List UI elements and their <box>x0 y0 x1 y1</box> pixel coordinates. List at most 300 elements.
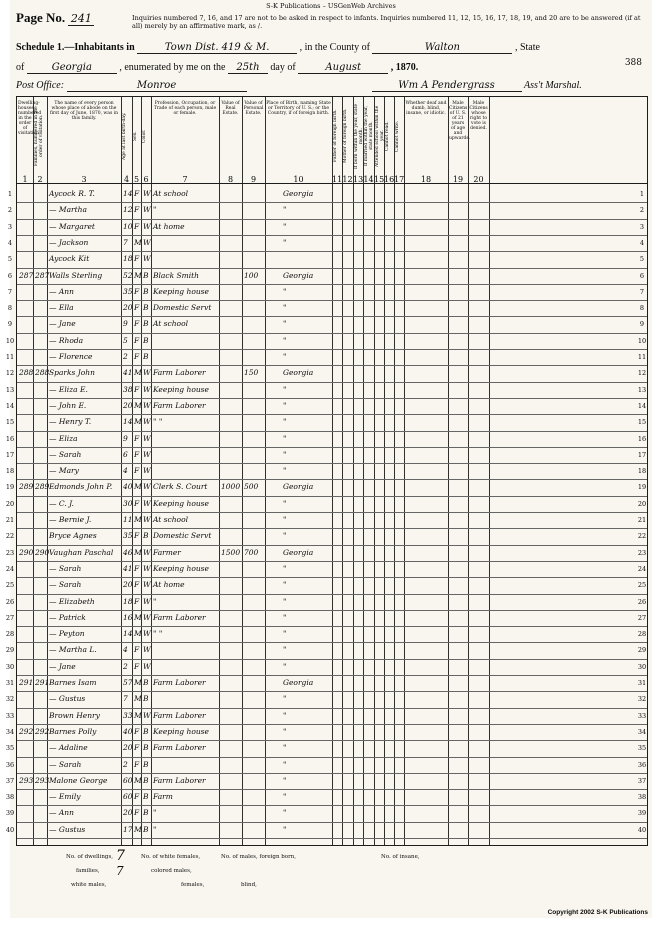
column-header-15: Attended school within the year. <box>375 105 385 167</box>
cell-name: — Emily <box>49 792 81 802</box>
colored-males-label: colored males, <box>151 868 192 874</box>
cell-birth: " <box>283 629 287 639</box>
cell-color: W <box>143 612 151 622</box>
cell-age: 10 <box>123 221 133 231</box>
cell-birth: " <box>283 237 287 247</box>
line-number-right: 37 <box>637 776 647 785</box>
line-number-left: 27 <box>5 613 15 622</box>
row-divider <box>17 300 647 301</box>
cell-age: 2 <box>123 661 128 671</box>
cell-occ: Farm Laborer <box>153 743 206 753</box>
line-number-right: 11 <box>637 353 647 361</box>
cell-fam: 287 <box>35 270 50 280</box>
column-number: 3 <box>81 175 87 184</box>
cell-sex: F <box>134 808 140 818</box>
cell-age: 7 <box>123 694 128 704</box>
row-divider <box>17 805 647 806</box>
cell-dw: 287 <box>19 270 34 280</box>
line-number-right: 23 <box>637 548 647 557</box>
cell-color: B <box>143 792 149 802</box>
line-number-right: 14 <box>637 401 647 410</box>
column-divider <box>468 97 469 845</box>
cell-color: W <box>143 710 151 720</box>
cell-occ: Farm Laborer <box>153 368 206 378</box>
line-number-left: 15 <box>5 418 15 427</box>
line-number-left: 7 <box>7 287 13 296</box>
cell-age: 4 <box>123 645 128 655</box>
row-divider <box>17 284 647 285</box>
line-number-left: 13 <box>5 385 15 394</box>
cell-age: 9 <box>123 319 128 329</box>
cell-age: 41 <box>123 368 133 378</box>
cell-sex: F <box>134 531 140 541</box>
line-number-right: 10 <box>637 336 647 345</box>
cell-sex: M <box>134 400 142 410</box>
row-divider <box>17 382 647 383</box>
cell-sex: F <box>134 743 140 753</box>
cell-color: W <box>143 580 151 590</box>
cell-occ: At home <box>153 221 185 231</box>
line-number-right: 5 <box>639 255 645 264</box>
line-number-left: 4 <box>7 238 13 247</box>
county-label: , in the County of <box>299 42 370 53</box>
cell-age: 57 <box>123 678 133 687</box>
line-number-right: 22 <box>637 532 647 541</box>
cell-occ: Keeping house <box>153 498 209 508</box>
column-header-20: Male Citizens whose right to vote is denied. <box>469 101 488 131</box>
cell-birth: " <box>283 694 287 704</box>
line-number-right: 28 <box>637 630 647 639</box>
cell-sex: M <box>134 482 142 492</box>
cell-birth: " <box>283 775 287 785</box>
column-header-9: Value of Personal Estate. <box>243 101 264 116</box>
cell-name: Barnes Isam <box>49 678 97 687</box>
cell-name: Barnes Polly <box>49 726 97 736</box>
cell-pers: 700 <box>244 547 259 557</box>
cell-age: 38 <box>123 384 133 394</box>
cell-birth: " <box>283 205 287 215</box>
blind-label: blind, <box>241 882 257 888</box>
cell-real: 1000 <box>221 482 241 492</box>
cell-real: 1500 <box>221 547 241 557</box>
cell-birth: " <box>283 563 287 573</box>
cell-sex: M <box>134 237 142 247</box>
line-number-right: 12 <box>637 369 647 378</box>
line-number-right: 21 <box>637 516 647 524</box>
line-number-left: 33 <box>5 711 15 720</box>
cell-fam: 291 <box>35 678 50 687</box>
cell-birth: " <box>283 612 287 622</box>
row-divider <box>17 414 647 415</box>
line-number-left: 1 <box>7 190 13 198</box>
cell-fam: 292 <box>35 726 50 736</box>
families-value: 7 <box>116 864 124 878</box>
cell-birth: " <box>283 792 287 802</box>
cell-sex: F <box>134 286 140 296</box>
schedule-label: Schedule 1.—Inhabitants in <box>16 42 135 53</box>
cell-name: — Peyton <box>49 629 85 639</box>
cell-name: — Ann <box>49 286 74 296</box>
row-divider <box>17 708 647 709</box>
row-divider <box>17 773 647 774</box>
cell-occ: Keeping house <box>153 384 209 394</box>
district-field: Town Dist. 419 & M. <box>137 42 297 54</box>
line-number-left: 24 <box>5 564 15 573</box>
line-number-right: 6 <box>639 271 645 280</box>
column-divider <box>374 97 375 845</box>
line-number-left: 14 <box>5 401 15 410</box>
cell-color: B <box>143 335 149 345</box>
line-number-right: 9 <box>639 320 645 329</box>
cell-age: 18 <box>123 254 133 264</box>
cell-occ: Farmer <box>153 547 181 557</box>
cell-occ: Black Smith <box>153 270 200 280</box>
column-header-11: Father of foreign birth. <box>333 109 338 163</box>
cell-age: 17 <box>123 824 133 834</box>
line-number-left: 38 <box>5 793 15 802</box>
line-number-left: 22 <box>5 532 15 541</box>
cell-birth: " <box>283 319 287 329</box>
row-divider <box>17 822 647 823</box>
cell-sex: M <box>134 678 142 687</box>
line-number-right: 40 <box>637 825 647 834</box>
cell-sex: F <box>134 303 140 313</box>
cell-age: 14 <box>123 417 133 427</box>
cell-age: 46 <box>123 547 133 557</box>
cell-pers: 100 <box>244 270 259 280</box>
row-divider <box>17 365 647 366</box>
column-number: 13 <box>353 175 364 184</box>
row-divider <box>17 316 647 317</box>
cell-age: 18 <box>123 596 133 606</box>
column-divider <box>219 97 220 845</box>
row-divider <box>17 219 647 220</box>
cell-name: — C. J. <box>49 498 74 508</box>
cell-birth: Georgia <box>283 482 314 492</box>
cell-birth: " <box>283 466 287 476</box>
column-number: 10 <box>293 175 304 184</box>
row-divider <box>17 838 647 839</box>
line-number-left: 36 <box>5 760 15 769</box>
column-header-8: Value of Real Estate. <box>221 101 240 116</box>
cell-birth: " <box>283 303 287 313</box>
cell-name: — Elizabeth <box>49 596 95 606</box>
row-divider <box>17 626 647 627</box>
line-number-left: 39 <box>5 809 15 818</box>
cell-age: 35 <box>123 286 133 296</box>
line-number-left: 17 <box>5 450 15 459</box>
column-header-1: Dwelling-houses, numbered in the order of visitation. <box>18 101 42 136</box>
cell-fam: 289 <box>35 482 50 492</box>
column-number: 11 <box>332 175 343 184</box>
page-number-label: Page No. <box>16 10 66 25</box>
cell-age: 20 <box>123 580 133 590</box>
cell-birth: " <box>283 596 287 606</box>
cell-birth: " <box>283 352 287 361</box>
row-divider <box>17 268 647 269</box>
cell-color: W <box>143 384 151 394</box>
cell-age: 20 <box>123 743 133 753</box>
summary-footer <box>16 848 648 904</box>
page-number-value: 241 <box>68 12 94 26</box>
column-divider <box>489 97 490 845</box>
cell-sex: F <box>134 254 140 264</box>
cell-color: W <box>143 205 151 215</box>
line-number-left: 18 <box>5 467 15 476</box>
cell-birth: " <box>283 417 287 427</box>
cell-dw: 288 <box>19 368 34 378</box>
line-number-left: 37 <box>5 776 15 785</box>
cell-birth: " <box>283 743 287 753</box>
cell-color: W <box>143 237 151 247</box>
cell-age: 14 <box>123 629 133 639</box>
cell-age: 41 <box>123 563 133 573</box>
row-divider <box>17 235 647 236</box>
cell-name: — Martha <box>49 205 87 215</box>
cell-sex: F <box>134 205 140 215</box>
cell-fam: 288 <box>35 368 50 378</box>
cell-name: Sparks John <box>49 368 95 378</box>
inquiries-note: Inquiries numbered 7, 16, and 17 are not to be asked in respect to infants. Inquiries numbered 11, 12, 15, 16, 17, 18, 19, and 20 are to be answered (if at all) merely by an affirmative mark, as /. <box>132 14 641 30</box>
line-number-right: 32 <box>637 695 647 704</box>
page-number <box>16 10 94 26</box>
cell-color: W <box>143 482 151 492</box>
cell-birth: " <box>283 824 287 834</box>
cell-sex: M <box>134 270 142 280</box>
census-table <box>5 96 648 846</box>
column-header-4: Age at last birth-day. <box>122 112 127 160</box>
line-number-right: 25 <box>637 581 647 590</box>
cell-occ: Farm Laborer <box>153 775 206 785</box>
cell-age: 52 <box>123 270 133 280</box>
cell-occ: " <box>153 808 157 818</box>
cell-occ: Farm Laborer <box>153 612 206 622</box>
cell-color: B <box>143 531 149 541</box>
line-number-left: 31 <box>5 679 15 687</box>
line-number-right: 29 <box>637 646 647 655</box>
cell-sex: F <box>134 189 140 198</box>
line-number-left: 19 <box>5 483 15 492</box>
cell-sex: F <box>134 645 140 655</box>
cell-sex: F <box>134 433 140 443</box>
cell-birth: " <box>283 498 287 508</box>
column-number: 19 <box>452 175 464 184</box>
row-divider <box>17 496 647 497</box>
cell-color: W <box>143 515 151 524</box>
cell-name: — John E. <box>49 400 87 410</box>
day-field: 25th <box>228 62 268 74</box>
cell-dw: 293 <box>19 775 34 785</box>
cell-sex: M <box>134 629 142 639</box>
line-number-left: 21 <box>5 516 15 524</box>
cell-color: B <box>143 319 149 329</box>
cell-birth: " <box>283 286 287 296</box>
cell-occ: Keeping house <box>153 286 209 296</box>
line-number-left: 30 <box>5 662 15 671</box>
cell-occ: Domestic Servt <box>153 303 212 313</box>
row-divider <box>17 349 647 350</box>
line-number-right: 24 <box>637 564 647 573</box>
column-number: 18 <box>420 175 432 184</box>
cell-color: W <box>143 254 151 264</box>
cell-occ: " <box>153 596 157 606</box>
row-divider <box>17 610 647 611</box>
cell-name: Edmonds John P. <box>49 482 113 492</box>
cell-color: B <box>143 775 149 785</box>
line-number-left: 12 <box>5 369 15 378</box>
line-number-right: 17 <box>637 450 647 459</box>
column-divider <box>404 97 405 845</box>
column-header-10: Place of Birth, naming State or Territory of U. S.; or the Country, if of foreign birth. <box>266 101 331 116</box>
column-divider <box>353 97 354 845</box>
column-divider <box>33 97 34 845</box>
line-number-right: 13 <box>637 385 647 394</box>
cell-dw: 289 <box>19 482 34 492</box>
line-number-right: 34 <box>637 727 647 736</box>
cell-sex: M <box>134 710 142 720</box>
cell-color: W <box>143 417 151 427</box>
column-divider <box>332 97 333 845</box>
cell-birth: Georgia <box>283 678 314 687</box>
sheet-number: 388 <box>624 58 642 68</box>
dwellings-value: 7 <box>116 848 125 864</box>
cell-birth: Georgia <box>283 368 314 378</box>
column-number: 14 <box>363 175 374 184</box>
row-divider <box>17 545 647 546</box>
row-divider <box>17 333 647 334</box>
cell-color: W <box>143 368 151 378</box>
white-males-label: white males, <box>71 882 107 888</box>
cell-name: Walls Sterling <box>49 270 103 280</box>
row-divider <box>17 447 647 448</box>
line-number-left: 40 <box>5 825 15 834</box>
day-of-label: day of <box>270 62 296 73</box>
cell-age: 33 <box>123 710 133 720</box>
cell-name: — Ann <box>49 808 74 818</box>
cell-fam: 293 <box>35 775 50 785</box>
line-number-left: 34 <box>5 727 15 736</box>
cell-sex: F <box>134 352 140 361</box>
column-header-18: Whether deaf and dumb, blind, insane, or idiotic. <box>405 101 447 116</box>
cell-age: 40 <box>123 726 133 736</box>
column-number: 15 <box>374 175 385 184</box>
column-divider <box>141 97 142 845</box>
cell-sex: F <box>134 319 140 329</box>
cell-occ: " " <box>153 629 163 639</box>
cell-birth: " <box>283 384 287 394</box>
cell-sex: F <box>134 466 140 476</box>
state-label: , State <box>514 42 540 53</box>
cell-name: — Patrick <box>49 612 86 622</box>
line-number-right: 3 <box>639 222 645 231</box>
row-divider <box>17 659 647 660</box>
column-number: 5 <box>133 175 140 184</box>
cell-name: Aycock R. T. <box>49 189 95 198</box>
line-number-left: 20 <box>5 499 15 508</box>
line-number-right: 26 <box>637 597 647 606</box>
line-number-left: 32 <box>5 695 15 704</box>
cell-birth: " <box>283 531 287 541</box>
cell-age: 14 <box>123 189 133 198</box>
month-field: August <box>298 62 388 74</box>
cell-color: W <box>143 547 151 557</box>
cell-name: — Sarah <box>49 580 82 590</box>
males-foreign-label: No. of males, foreign born, <box>221 854 296 860</box>
line-number-right: 31 <box>637 679 647 687</box>
row-divider <box>17 528 647 529</box>
cell-age: 20 <box>123 400 133 410</box>
cell-sex: F <box>134 726 140 736</box>
row-divider <box>17 691 647 692</box>
cell-occ: Clerk S. Court <box>153 482 208 492</box>
cell-name: — Adaline <box>49 743 88 753</box>
cell-color: B <box>143 808 149 818</box>
cell-occ: Farm Laborer <box>153 400 206 410</box>
column-number: 1 <box>22 175 28 184</box>
cell-birth: " <box>283 726 287 736</box>
column-divider <box>151 97 152 845</box>
cell-occ: Farm Laborer <box>153 678 206 687</box>
cell-name: — Jackson <box>49 237 89 247</box>
cell-name: — Gustus <box>49 694 86 704</box>
column-number: 12 <box>342 175 353 184</box>
cell-dw: 291 <box>19 678 34 687</box>
cell-pers: 150 <box>244 368 259 378</box>
cell-occ: Domestic Servt <box>153 531 212 541</box>
cell-color: W <box>143 661 151 671</box>
post-office-line <box>16 80 582 92</box>
cell-age: 20 <box>123 808 133 818</box>
cell-dw: 290 <box>19 547 34 557</box>
line-number-left: 10 <box>5 336 15 345</box>
column-header-2: Families, numbered in the order of visitation. <box>34 106 44 166</box>
cell-color: W <box>143 563 151 573</box>
column-number: 6 <box>143 175 149 184</box>
line-number-left: 9 <box>7 320 13 329</box>
cell-name: — Florence <box>49 352 93 361</box>
enumeration-line <box>16 62 418 74</box>
cell-occ: Keeping house <box>153 726 209 736</box>
row-divider <box>17 740 647 741</box>
column-number: 20 <box>473 175 484 184</box>
cell-name: — Bernie J. <box>49 515 92 524</box>
line-number-left: 23 <box>5 548 15 557</box>
cell-color: W <box>143 498 151 508</box>
line-number-left: 5 <box>7 255 13 264</box>
column-number: 16 <box>384 175 395 184</box>
cell-sex: F <box>134 221 140 231</box>
column-header-16: Cannot read. <box>385 121 390 151</box>
cell-age: 6 <box>123 449 128 459</box>
line-number-left: 35 <box>5 744 15 753</box>
column-divider <box>242 97 243 845</box>
column-header-19: Male Citizens of U. S. of 21 years of age and upwards. <box>449 101 471 141</box>
cell-occ: At home <box>153 580 185 590</box>
line-number-left: 6 <box>7 271 13 280</box>
cell-name: — Mary <box>49 466 79 476</box>
cell-age: 4 <box>123 466 128 476</box>
white-females-label: No. of white females, <box>141 854 201 860</box>
cell-name: — Jane <box>49 319 76 329</box>
column-number: 2 <box>37 175 43 184</box>
cell-color: B <box>143 743 149 753</box>
cell-name: — Sarah <box>49 449 82 459</box>
line-number-right: 30 <box>637 662 647 671</box>
line-number-right: 36 <box>637 760 647 769</box>
column-header-7: Profession, Occupation, or Trade of each person, male or female. <box>153 101 217 116</box>
cell-color: B <box>143 726 149 736</box>
cell-sex: F <box>134 661 140 671</box>
